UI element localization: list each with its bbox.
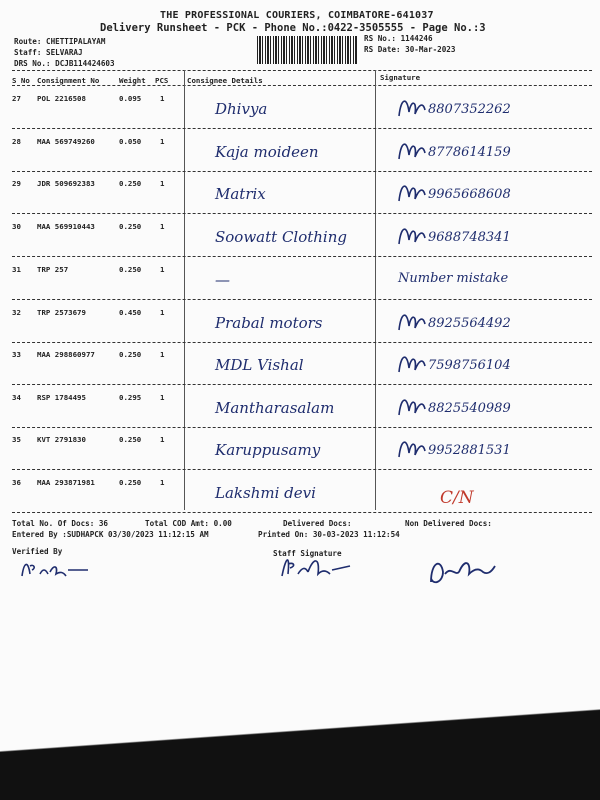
row-consignee-name: Matrix: [215, 185, 266, 203]
row-sno: 30: [12, 222, 21, 231]
row-signature: 9688748341: [428, 230, 511, 245]
row-divider: [12, 213, 592, 214]
row-signature: 8825540989: [428, 401, 511, 416]
staff-signature: [278, 552, 358, 582]
row-sno: 27: [12, 94, 21, 103]
row-divider: [12, 384, 592, 385]
row-consignment-no: MAA 298860977: [37, 350, 95, 359]
row-signature-scribble: [395, 135, 429, 165]
row-divider: [12, 342, 592, 343]
col-sno: S No: [12, 76, 30, 85]
approval-signature: [425, 552, 515, 592]
row-divider: [12, 128, 592, 129]
column-divider: [375, 70, 376, 510]
route-label: Route: CHETTIPALAYAM: [14, 37, 106, 46]
row-consignee-name: MDL Vishal: [215, 356, 304, 374]
row-sno: 29: [12, 179, 21, 188]
row-signature-scribble: [395, 306, 429, 336]
rs-number: RS No.: 1144246: [364, 34, 433, 43]
col-signature: Signature: [380, 73, 421, 82]
row-weight: 0.250: [119, 435, 142, 444]
total-docs: Total No. Of Docs: 36: [12, 519, 109, 528]
row-signature-scribble: [395, 92, 429, 122]
row-pcs: 1: [160, 478, 165, 487]
cod-amount: Total COD Amt: 0.00: [145, 519, 232, 528]
row-weight: 0.450: [119, 308, 142, 317]
row-signature: C/N: [440, 488, 474, 508]
drs-label: DRS No.: DCJB114424603: [14, 59, 115, 68]
row-sno: 34: [12, 393, 21, 402]
row-consignment-no: KVT 2791830: [37, 435, 86, 444]
row-weight: 0.295: [119, 393, 142, 402]
row-weight: 0.250: [119, 350, 142, 359]
row-divider: [12, 256, 592, 257]
row-weight: 0.250: [119, 179, 142, 188]
col-consignee: Consignee Details: [187, 76, 263, 85]
col-weight: Weight: [119, 76, 146, 85]
row-pcs: 1: [160, 179, 165, 188]
runsheet-title: Delivery Runsheet - PCK - Phone No.:0422-3505555 - Page No.:3: [100, 22, 486, 34]
verified-signature: [18, 556, 98, 582]
row-divider: [12, 469, 592, 470]
staff-label: Staff: SELVARAJ: [14, 48, 83, 57]
row-consignment-no: TRP 257: [37, 265, 69, 274]
barcode: [257, 36, 357, 64]
row-weight: 0.250: [119, 265, 142, 274]
col-pcs: PCS: [155, 76, 169, 85]
row-pcs: 1: [160, 393, 165, 402]
row-consignment-no: MAA 569910443: [37, 222, 95, 231]
row-consignee-name: Soowatt Clothing: [215, 228, 347, 246]
row-divider: [12, 171, 592, 172]
row-consignment-no: MAA 293871981: [37, 478, 95, 487]
row-signature-scribble: [395, 391, 429, 421]
row-weight: 0.050: [119, 137, 142, 146]
row-sno: 33: [12, 350, 21, 359]
row-sno: 28: [12, 137, 21, 146]
row-weight: 0.095: [119, 94, 142, 103]
row-sno: 31: [12, 265, 21, 274]
header-rule-bottom: [12, 85, 592, 86]
delivered-docs: Delivered Docs:: [283, 519, 352, 528]
row-divider: [12, 299, 592, 300]
row-consignee-name: Prabal motors: [215, 314, 323, 332]
row-pcs: 1: [160, 137, 165, 146]
row-consignment-no: JDR 509692383: [37, 179, 95, 188]
staff-signature-label: Staff Signature: [273, 549, 342, 558]
row-consignee-name: Dhivya: [215, 100, 268, 118]
row-signature: 8778614159: [428, 145, 511, 160]
printed-on: Printed On: 30-03-2023 11:12:54: [258, 530, 400, 539]
row-signature: 9965668608: [428, 187, 511, 202]
row-consignment-no: MAA 569749260: [37, 137, 95, 146]
row-sno: 36: [12, 478, 21, 487]
row-signature: 9952881531: [428, 443, 511, 458]
row-consignment-no: RSP 1784495: [37, 393, 86, 402]
row-signature-scribble: [395, 348, 429, 378]
row-consignee-name: Lakshmi devi: [215, 484, 316, 502]
column-divider: [184, 70, 185, 510]
col-consignment: Consignment No: [37, 76, 100, 85]
row-consignee-name: Kaja moideen: [215, 143, 319, 161]
row-pcs: 1: [160, 222, 165, 231]
company-title: THE PROFESSIONAL COURIERS, COIMBATORE-641037: [160, 10, 434, 21]
row-signature: 8925564492: [428, 316, 511, 331]
row-signature: 7598756104: [428, 358, 511, 373]
row-pcs: 1: [160, 435, 165, 444]
page-edge-shadow: [0, 690, 600, 800]
row-sno: 32: [12, 308, 21, 317]
row-weight: 0.250: [119, 478, 142, 487]
row-consignment-no: TRP 2573679: [37, 308, 86, 317]
row-signature-scribble: [395, 433, 429, 463]
non-delivered-docs: Non Delivered Docs:: [405, 519, 492, 528]
row-signature-scribble: [395, 220, 429, 250]
row-pcs: 1: [160, 350, 165, 359]
row-signature: 8807352262: [428, 102, 511, 117]
entered-by: Entered By :SUDHAPCK 03/30/2023 11:12:15 AM: [12, 530, 209, 539]
row-consignee-name: Mantharasalam: [215, 399, 335, 417]
row-consignee-name: Karuppusamy: [215, 441, 321, 459]
row-weight: 0.250: [119, 222, 142, 231]
row-consignee-name: —: [215, 271, 230, 289]
row-signature-scribble: [395, 177, 429, 207]
header-rule-top: [12, 70, 592, 71]
rs-date: RS Date: 30-Mar-2023: [364, 45, 456, 54]
row-pcs: 1: [160, 308, 165, 317]
row-pcs: 1: [160, 265, 165, 274]
row-divider: [12, 512, 592, 513]
row-consignment-no: POL 2216508: [37, 94, 86, 103]
row-sno: 35: [12, 435, 21, 444]
verified-by-label: Verified By: [12, 547, 63, 556]
row-divider: [12, 427, 592, 428]
row-pcs: 1: [160, 94, 165, 103]
row-signature: Number mistake: [398, 271, 509, 286]
